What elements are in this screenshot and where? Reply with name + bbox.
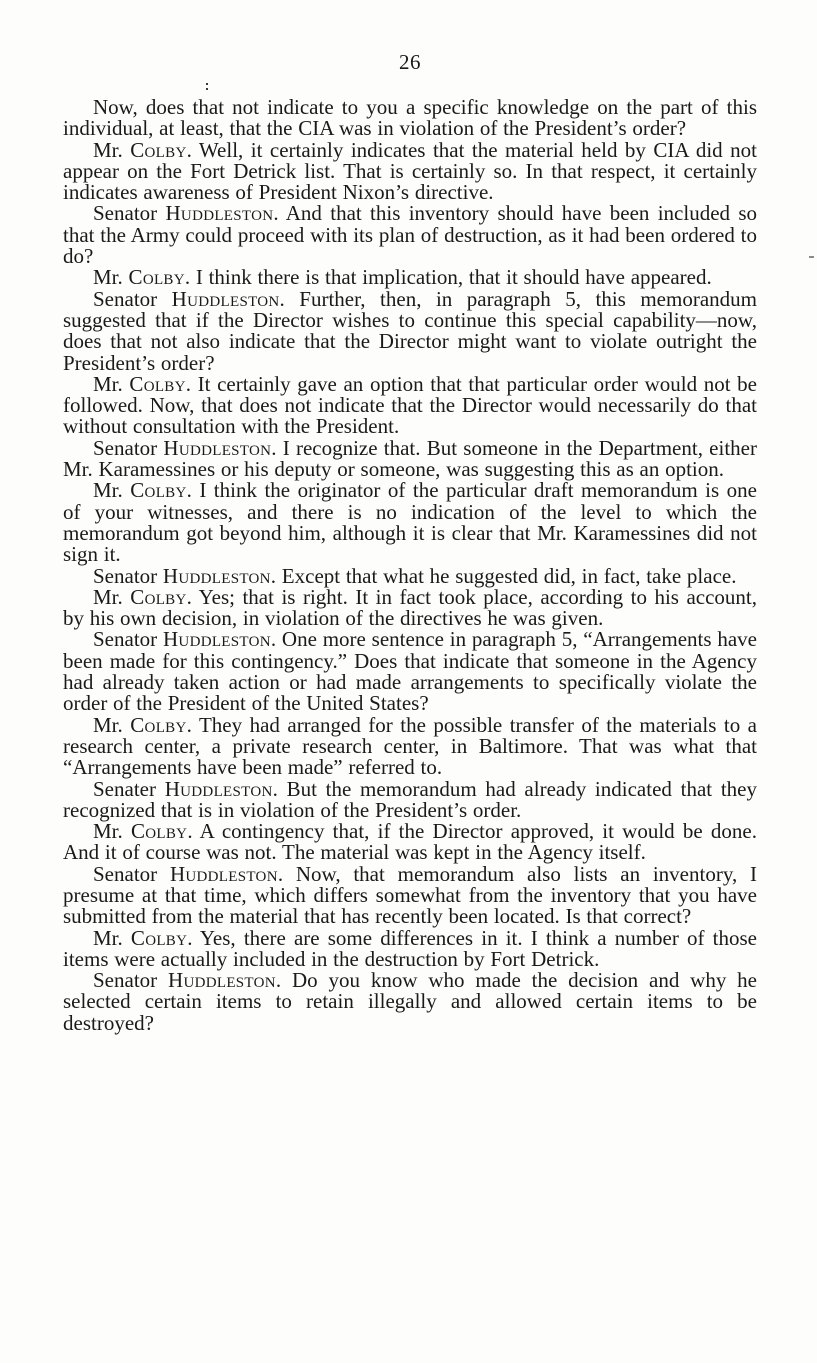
transcript-paragraph — [63, 267, 757, 288]
speaker-prefix: Senator — [93, 286, 172, 311]
paragraph-text: . I think there is that implication, that it should have appeared. — [184, 265, 712, 290]
transcript-paragraph — [63, 286, 757, 375]
transcript-paragraph — [63, 925, 757, 971]
speaker-prefix: Mr. — [93, 265, 129, 290]
paragraph-text: . Except that what he suggested did, in fact, take place. — [270, 563, 737, 588]
speaker-prefix: Senator — [93, 435, 164, 460]
transcript-paragraph — [63, 629, 757, 714]
speaker-name: Colby — [130, 925, 188, 950]
speaker-name: Colby — [129, 371, 186, 396]
speaker-prefix: Mr. — [93, 137, 131, 162]
paragraph-text: Now, does that not indicate to you a specific knowledge on the part of this individual, at least, that the CIA was in violation of the President’s order? — [63, 95, 757, 141]
transcript-paragraph — [63, 776, 757, 822]
paragraph-text: . I think the originator of the particular draft memorandum is one of your witnesses, and there is no indication of the level to which the memorandum got beyond him, although it is clear that Mr. Karamessines did not sign it. — [63, 478, 757, 567]
speaker-prefix: Mr. — [93, 584, 131, 609]
transcript-body — [63, 97, 757, 1034]
paragraph-text: . Yes; that is right. It in fact took place, according to his account, by his own decision, in violation of the directives he was given. — [63, 584, 757, 631]
paragraph-text: . A contingency that, if the Director approved, it would be done. And it of course was not. The material was kept in the Agency itself. — [63, 819, 757, 865]
speaker-prefix: Mr. — [93, 819, 131, 844]
transcript-paragraph — [63, 712, 757, 780]
paragraph-text: . Well, it certainly indicates that the material held by CIA did not appear on the Fort Detrick list. That is certainly so. In that respect, it certainly indicates awareness of President Nixon’s directive. — [63, 137, 757, 205]
page-content — [63, 51, 757, 1034]
paragraph-text: . Now, that memorandum also lists an inventory, I presume at that time, which differs somewhat from the inventory that you have submitted from the material that has recently been located. Is that correct? — [63, 861, 757, 929]
paragraph-text: . One more sentence in paragraph 5, “Arrangements have been made for this contingency.” Does that indicate that someone in the Agency had already taken action or had made arrangements to specifically violate the order of the President of the United States? — [63, 627, 757, 716]
paragraph-text: . Further, then, in paragraph 5, this memorandum suggested that if the Director wishes to continue this special capability—now, does that not also indicate that the Director might want to violate outright the President’s order? — [63, 286, 757, 375]
transcript-paragraph — [63, 137, 757, 205]
transcript-paragraph — [63, 435, 757, 482]
speaker-name: Huddleston — [169, 861, 278, 886]
speaker-name: Huddleston — [171, 286, 280, 311]
transcript-paragraph — [63, 480, 757, 565]
transcript-paragraph — [63, 97, 757, 140]
speaker-prefix: Mr. — [93, 478, 131, 503]
speaker-prefix: Senator — [93, 968, 168, 993]
paragraph-text: . But the memorandum had already indicated that they recognized that is in violation of the President’s order. — [63, 776, 757, 822]
transcript-paragraph — [63, 861, 757, 929]
transcript-paragraph — [63, 563, 757, 588]
speaker-prefix: Mr. — [93, 712, 131, 737]
speaker-name: Colby — [130, 584, 187, 609]
speaker-prefix: Senater — [93, 776, 165, 801]
speaker-name: Huddleston — [168, 968, 276, 993]
paragraph-text: . I recognize that. But someone in the Department, either Mr. Karamessines or his deputy or someone, was suggesting this as an option. — [63, 435, 757, 482]
speaker-name: Colby — [130, 712, 187, 737]
paragraph-text: . Do you know who made the decision and why he selected certain items to retain illegally and allowed certain items to be destroyed? — [63, 968, 757, 1035]
speaker-name: Huddleston — [163, 435, 272, 460]
transcript-paragraph — [63, 584, 757, 631]
paragraph-text: . And that this inventory should have been included so that the Army could proceed with its plan of destruction, as it had been ordered to do? — [63, 201, 758, 269]
speaker-prefix: Senator — [93, 563, 163, 588]
speaker-name: Huddleston — [164, 776, 273, 801]
speaker-prefix: Mr. — [93, 925, 131, 950]
transcript-paragraph — [63, 821, 757, 864]
speaker-name: Huddleston — [162, 627, 271, 652]
speaker-name: Colby — [130, 137, 187, 162]
transcript-paragraph — [63, 203, 757, 267]
paragraph-text: . They had arranged for the possible transfer of the materials to a research center, a private research center, in Baltimore. That was what that “Arrangements have been made” referred to. — [63, 712, 757, 780]
speaker-name: Colby — [128, 265, 185, 290]
scan-artifact — [809, 256, 814, 258]
transcript-paragraph — [63, 371, 757, 439]
speaker-name: Colby — [130, 819, 188, 844]
speaker-name: Colby — [130, 478, 187, 503]
page-number: 26 — [399, 50, 421, 74]
speaker-prefix: Mr. — [93, 371, 130, 396]
speaker-prefix: Senator — [93, 201, 166, 226]
speaker-name: Huddleston — [162, 563, 271, 588]
speaker-name: Huddleston — [165, 201, 274, 226]
transcript-paragraph — [63, 970, 757, 1034]
speaker-prefix: Senator — [93, 627, 163, 652]
paragraph-text: . Yes, there are some differences in it. I think a number of those items were actually included in the destruction by Fort Detrick. — [63, 925, 757, 971]
speaker-prefix: Senator — [93, 861, 170, 886]
paragraph-text: . It certainly gave an option that that particular order would not be followed. Now, that does not indicate that the Director would necessarily do that without consultation with the President. — [63, 371, 757, 439]
